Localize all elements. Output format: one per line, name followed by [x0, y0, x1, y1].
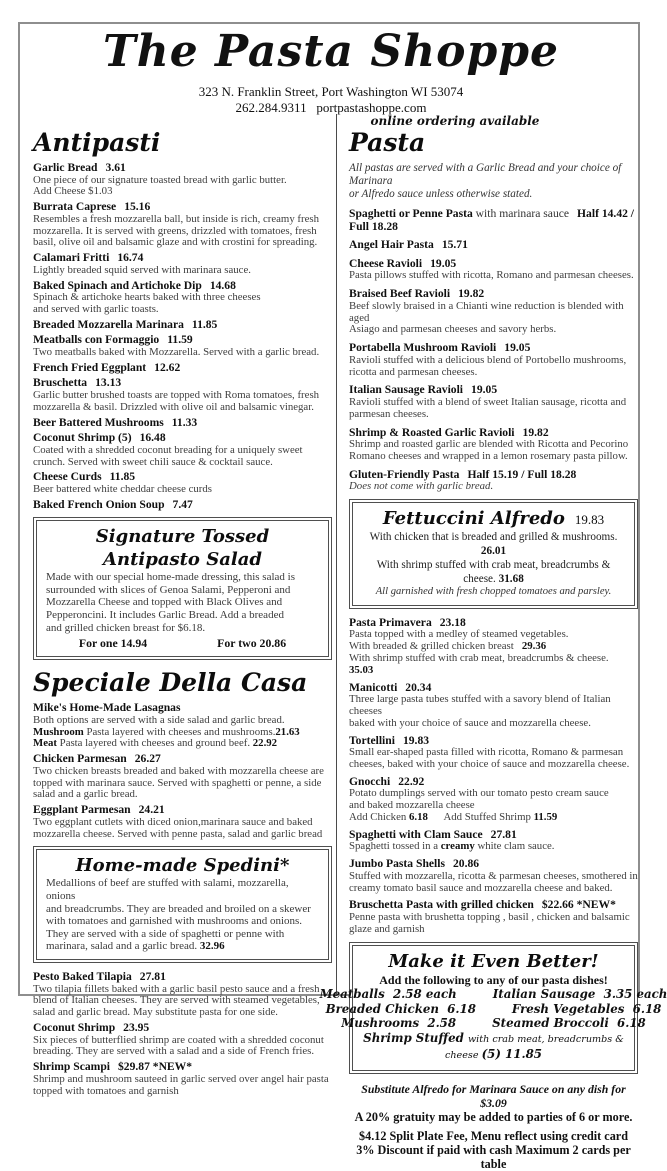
alfredo-chicken-text: With chicken that is breaded and grilled & mushrooms. [369, 531, 618, 544]
menu-item [349, 682, 638, 730]
item-description-line: Two meatballs baked with Mozzarella. Served with a garlic bread. [33, 345, 320, 358]
menu-item [33, 499, 332, 512]
text-segment: creamy [440, 840, 475, 853]
phone-website-line: 262.284.9311 portpastashoppe.com [235, 100, 427, 115]
item-description-line: Beef slowly braised in a Chianti wine reduction is blended with aged [349, 299, 627, 324]
item-description-line: salad and a garlic bread. [33, 788, 138, 801]
item-midtext: with marinara sauce [472, 207, 570, 220]
item-name: Spaghetti or Penne Pasta [349, 207, 473, 220]
spedini-box-line: Medallions of beef are stuffed with salami, mozzarella, onions [46, 877, 289, 902]
menu-item-title [33, 1022, 332, 1035]
text-segment: Mushroom [33, 725, 84, 738]
item-price: 19.05 [430, 256, 457, 270]
item-name: Baked French Onion Soup [33, 497, 165, 511]
text-segment: 22.92 [252, 737, 278, 750]
menu-item-title [33, 162, 332, 175]
menu-item [33, 319, 332, 332]
text-segment: With breaded & grilled chicken breast [349, 640, 522, 653]
spedini-box [33, 846, 332, 963]
item-price: 23.18 [439, 615, 466, 629]
item-description-line [349, 653, 638, 677]
item-name: Baked Spinach and Artichoke Dip [33, 278, 202, 292]
item-description-line: and served with garlic toasts. [33, 302, 159, 315]
item-description-line: Resembles a fresh mozzarella ball, but inside is rich, creamy fresh [33, 212, 320, 225]
better-box-row [341, 1016, 646, 1031]
alfredo-heading-text: Fettuccini Alfredo [382, 508, 565, 530]
item-description-line [349, 812, 638, 824]
spedini-box-line: and breadcrumbs. They are breaded and broiled on a skewer [46, 902, 311, 915]
menu-item [33, 753, 332, 801]
spedini-last-text: marinara, salad and a garlic bread. [46, 940, 200, 953]
menu-item [33, 1022, 332, 1058]
footer-discount-note: 3% Discount if paid with cash Maximum 2 cards per table [356, 1142, 631, 1171]
menu-item-title [33, 804, 332, 817]
item-name: Gnocchi [349, 774, 391, 788]
item-name: Portabella Mushroom Ravioli [349, 341, 497, 355]
item-price: 12.62 [154, 360, 181, 374]
item-description-line: parmesan cheeses. [349, 407, 429, 420]
pasta-intro-line: or Alfredo sauce unless otherwise stated. [349, 188, 533, 200]
text-segment: 35.03 [349, 663, 374, 676]
better-box-cell: Meatballs 2.58 each [319, 987, 457, 1001]
item-description-line: blend of Italian cheeses. They are served with steamed vegetables, [33, 994, 320, 1007]
item-description-line: Penne pasta with brushetta topping , basil , chicken and balsamic [349, 910, 630, 923]
item-name: Shrimp & Roasted Garlic Ravioli [349, 425, 515, 439]
item-description-line: Pasta topped with a medley of steamed vegetables. [349, 628, 569, 641]
better-box-cell: Steamed Broccoli 6.18 [492, 1016, 646, 1031]
right-column [319, 128, 667, 1171]
item-name: Beer Battered Mushrooms [33, 415, 164, 429]
menu-item [33, 432, 332, 468]
item-price: 16.74 [117, 251, 144, 265]
menu-item-title [349, 239, 638, 252]
item-name: Pasta Primavera [349, 615, 432, 629]
text-segment: 11.59 [533, 810, 558, 823]
menu-item [349, 288, 638, 336]
better-box-cell: Mushrooms 2.58 [341, 1016, 457, 1031]
menu-item-title [349, 208, 638, 233]
item-description-line: Add Cheese $1.03 [33, 185, 113, 198]
shrimp-stuffed-detail: with crab meat, breadcrumbs & cheese [445, 1033, 624, 1062]
text-segment: Pasta layered with cheeses and ground beef. [56, 737, 253, 750]
item-name: Garlic Bread [33, 161, 98, 174]
item-description-line [33, 738, 332, 750]
item-description-line: ricotta and parmesan cheeses. [349, 365, 478, 378]
menu-item-title [349, 342, 638, 355]
item-description-line [349, 481, 638, 493]
menu-item [33, 201, 332, 249]
menu-item [33, 804, 332, 840]
alfredo-box-heading [362, 507, 625, 531]
menu-item [33, 362, 332, 375]
text-segment: 6.18 [408, 810, 428, 823]
item-price: 27.81 [490, 827, 517, 841]
menu-item-title [33, 432, 332, 445]
menu-item [349, 735, 638, 771]
footer-split-plate-note: $4.12 Split Plate Fee, Menu reflect using credit card [359, 1128, 628, 1143]
better-box-row [325, 1001, 662, 1017]
item-name: Cheese Curds [33, 470, 102, 484]
item-description-line: Three large pasta tubes stuffed with a savory blend of Italian cheeses [349, 693, 614, 717]
menu-item-title [33, 362, 332, 375]
item-price: 27.81 [139, 969, 166, 983]
item-price: 16.48 [139, 431, 166, 445]
item-price: 11.85 [109, 470, 136, 484]
item-price: 19.05 [471, 383, 498, 397]
menu-item [33, 280, 332, 316]
item-price: 19.82 [522, 425, 549, 439]
menu-item-title [33, 1061, 332, 1074]
item-name: Coconut Shrimp [33, 1020, 116, 1034]
item-price: 20.86 [453, 857, 480, 871]
item-description-line: Pasta pillows stuffed with ricotta, Romano and parmesan cheeses. [349, 269, 634, 282]
item-price: 3.61 [105, 161, 126, 174]
item-description-line: Stuffed with mozzarella, ricotta & parmesan cheeses, smothered in [349, 869, 638, 882]
menu-item-title [349, 858, 638, 871]
menu-item [33, 471, 332, 495]
salad-box-line: Made with our special home-made dressing, this salad is [46, 571, 295, 584]
salad-box-line: surrounded with slices of Genoa Salami, Pepperoni and [46, 583, 291, 596]
text-segment: Add Chicken [349, 810, 409, 823]
item-name: Calamari Fritti [33, 251, 110, 265]
item-description-line: Two tilapia fillets baked with a garlic basil pesto sauce and a fresh [33, 982, 320, 995]
item-price: Half 14.42 / Full 18.28 [349, 207, 635, 233]
item-name: Angel Hair Pasta [349, 238, 434, 252]
item-price: $22.66 *NEW* [541, 898, 616, 912]
menu-item [349, 208, 638, 233]
item-description-line: baked with your choice of sauce and mozzarella cheese. [349, 716, 591, 729]
menu-item [349, 469, 638, 493]
menu-item-title [33, 971, 332, 984]
menu-item [349, 427, 638, 463]
text-segment: 21.63 [275, 725, 300, 738]
item-name: Bruschetta Pasta with grilled chicken [349, 898, 534, 912]
alfredo-shrimp-line [362, 559, 625, 587]
item-description-line: mozzarella & basil. Drizzled with olive oil and balsamic vinegar. [33, 400, 314, 413]
menu-item [33, 162, 332, 198]
item-description-line: Two eggplant cutlets with diced onion,marinara sauce and baked [33, 815, 313, 828]
address-line: 323 N. Franklin Street, Port Washington WI 53074 [198, 84, 464, 99]
item-name: Jumbo Pasta Shells [349, 857, 445, 871]
better-box-cell: Breaded Chicken 6.18 [325, 1001, 476, 1016]
menu-item-title [33, 753, 332, 766]
item-name: Cheese Ravioli [349, 256, 423, 270]
item-description-line: glaze and garnish [349, 922, 425, 935]
item-description-line: topped with tomatoes and garnish [33, 1084, 179, 1097]
menu-item [33, 334, 332, 358]
item-description-line: Asiago and parmesan cheeses and savory herbs. [349, 323, 557, 336]
menu-item-title [33, 252, 332, 265]
menu-item-title [33, 417, 332, 430]
menu-item [349, 258, 638, 282]
menu-item [33, 252, 332, 276]
text-segment: Pasta layered with cheeses and mushrooms. [83, 725, 276, 738]
item-description-line: One piece of our signature toasted bread with garlic butter. [33, 173, 287, 186]
spedini-box-last-line [46, 940, 319, 953]
item-name: Coconut Shrimp (5) [33, 431, 132, 445]
shrimp-stuffed-label: Shrimp Stuffed [363, 1030, 468, 1045]
item-price: 23.95 [123, 1020, 150, 1034]
item-name: Pesto Baked Tilapia [33, 969, 132, 983]
salad-price-one: For one 14.94 [78, 636, 148, 651]
item-price: 11.33 [171, 415, 198, 429]
alfredo-shrimp-text: With shrimp stuffed with crab meat, breadcrumbs & cheese. [376, 558, 611, 585]
spedini-price: 32.96 [199, 940, 225, 953]
salad-box-heading: Signature Tossed Antipasto Salad [95, 526, 270, 571]
pasta-intro [349, 162, 638, 201]
menu-item [349, 776, 638, 824]
text-segment: Does not come with garlic bread. [349, 480, 494, 493]
better-box-shrimp-line [362, 1031, 625, 1064]
antipasto-salad-box [33, 517, 332, 660]
item-description-line: Small ear-shaped pasta filled with ricotta, Romano & parmesan [349, 746, 624, 759]
item-price: 15.16 [124, 200, 151, 214]
menu-item [349, 829, 638, 853]
salad-box-line: Pepperoncini. It includes Garlic Bread. Add a breaded [46, 609, 284, 622]
salad-box-line: and grilled chicken breast for $6.18. [46, 621, 206, 634]
item-price: 19.83 [402, 733, 430, 747]
item-name: Braised Beef Ravioli [349, 287, 451, 301]
item-description-line: Spinach & artichoke hearts baked with three cheeses [33, 291, 261, 304]
item-name: Manicotti [349, 680, 398, 694]
item-description-line: Beer battered white cheddar cheese curds [33, 482, 212, 495]
text-segment: white clam sauce. [474, 840, 555, 853]
item-description-line [349, 841, 638, 853]
item-price: 26.27 [134, 752, 161, 766]
item-name: Gluten-Friendly Pasta [349, 467, 460, 481]
item-name: Chicken Parmesan [33, 752, 127, 766]
make-it-better-box [319, 942, 667, 1074]
item-description-line: Shrimp and mushroom sauteed in garlic served over angel hair pasta [33, 1072, 329, 1085]
menu-item [349, 617, 638, 677]
item-description-line: creamy tomato basil sauce and mozzarella cheese and baked. [349, 881, 613, 894]
item-description-line: mozzarella. It is served with greens, drizzled with tomatoes, fresh [33, 224, 317, 237]
item-name: Italian Sausage Ravioli [349, 383, 464, 397]
item-name: Meatballs con Formaggio [33, 333, 160, 347]
pasta-list-a [349, 208, 638, 493]
text-segment: Add Stuffed Shrimp [427, 810, 534, 823]
menu-item [349, 342, 638, 378]
item-description-line: breading. They are served with a salad and a side of French fries. [33, 1045, 315, 1058]
item-price: 24.21 [138, 803, 165, 817]
shrimp-stuffed-price: (5) 11.85 [481, 1047, 542, 1062]
spedini-box-heading: Home-made Spedini* [75, 855, 290, 877]
item-description-line: Ravioli stuffed with a delicious blend of Portobello mushrooms, [349, 353, 627, 366]
item-description-line: Coated with a shredded coconut breading for a uniquely sweet [33, 443, 303, 456]
item-price: $29.87 *NEW* [117, 1060, 193, 1074]
item-description-line: Potato dumplings served with our tomato pesto cream sauce [349, 787, 609, 800]
menu-item-title [33, 319, 332, 332]
item-price: 15.71 [441, 238, 468, 252]
alfredo-shrimp-price: 31.68 [498, 572, 524, 585]
menu-item-title [33, 499, 332, 512]
menu-item-title [33, 702, 332, 715]
item-name: Bruschetta [33, 376, 88, 390]
column-divider [336, 114, 337, 996]
better-box-cell: Fresh Vegetables 6.18 [511, 1001, 662, 1016]
better-box-row [319, 987, 667, 1002]
item-description-line: salad and garlic bread. May substitute pasta for one side. [33, 1006, 278, 1019]
item-name: Burrata Caprese [33, 200, 117, 214]
menu-item [33, 417, 332, 430]
menu-item-title [33, 471, 332, 484]
footer-substitute-note: Substitute Alfredo for Marinara Sauce on any dish for $3.09 [361, 1081, 626, 1110]
item-description-line: Lightly breaded squid served with marinara sauce. [33, 263, 251, 276]
text-segment: 29.36 [521, 640, 547, 653]
menu-item [349, 384, 638, 420]
alfredo-garnish-note: All garnished with fresh chopped tomatoes and parsley. [375, 586, 612, 598]
item-name: Breaded Mozzarella Marinara [33, 317, 184, 331]
item-price: 19.05 [504, 341, 531, 355]
restaurant-title: The Pasta Shoppe [102, 26, 560, 77]
online-ordering-note: online ordering available [370, 114, 540, 128]
better-box-heading: Make it Even Better! [388, 950, 599, 972]
item-price: 11.59 [167, 333, 193, 347]
item-description-line: basil, olive oil and balsamic glaze and with crostini for spreading. [33, 236, 318, 249]
menu-item-title [349, 288, 638, 301]
item-price: 20.34 [405, 680, 432, 694]
footer-notes [349, 1082, 638, 1171]
item-name: Mike's Home-Made Lasagnas [33, 701, 181, 715]
left-bottom-list [33, 971, 332, 1097]
alfredo-heading-price: 19.83 [574, 512, 605, 528]
item-price: 14.68 [209, 278, 236, 292]
pasta-intro-line: All pastas are served with a Garlic Bread and your choice of Marinara [349, 162, 625, 187]
menu-item [349, 858, 638, 894]
item-description-line: Shrimp and roasted garlic are blended with Ricotta and Pecorino [349, 438, 629, 451]
better-box-cell: Italian Sausage 3.35 each [492, 987, 667, 1001]
speciale-heading: Speciale Della Casa [33, 668, 308, 698]
salad-box-line: Mozzarella Cheese and topped with Black Olives and [46, 596, 283, 609]
salad-box-prices [46, 636, 319, 650]
speciale-list [33, 702, 332, 840]
item-description-line: topped with marinara sauce. Served with spaghetti or penne, a side [33, 776, 322, 789]
pasta-heading: Pasta [349, 128, 426, 157]
item-description-line: Garlic butter brushed toasts are topped with Roma tomatoes, fresh [33, 388, 320, 401]
item-description-line: Both options are served with a side salad and garlic bread. [33, 713, 285, 726]
alfredo-chicken-line [362, 531, 625, 559]
item-price: 13.13 [95, 376, 122, 390]
menu-item [349, 899, 638, 935]
item-price: 22.92 [398, 774, 425, 788]
antipasti-list [33, 162, 332, 511]
item-description-line: Ravioli stuffed with a blend of sweet Italian sausage, ricotta and [349, 395, 627, 408]
text-segment: With shrimp stuffed with crab meat, breadcrumbs & cheese. [349, 651, 615, 664]
menu-item [33, 377, 332, 413]
menu-item [33, 702, 332, 750]
better-box-subheading: Add the following to any of our pasta dishes! [379, 972, 608, 987]
item-name: French Fried Eggplant [33, 360, 147, 374]
fettuccini-alfredo-box [349, 499, 638, 609]
salad-price-two: For two 20.86 [217, 636, 287, 651]
item-name: Eggplant Parmesan [33, 803, 131, 817]
text-segment: Spaghetti tossed in a [349, 840, 441, 853]
left-column [33, 128, 332, 1100]
menu-item [349, 239, 638, 252]
antipasti-heading: Antipasti [33, 128, 161, 157]
spedini-box-line: They are served with a side of spaghetti or penne with [46, 927, 285, 940]
pasta-list-b [349, 617, 638, 936]
item-name: Tortellini [349, 733, 395, 747]
item-price: 11.85 [191, 317, 218, 331]
menu-item-title [33, 201, 332, 214]
spedini-box-line: with tomatoes and garnished with mushrooms and onions. [46, 915, 303, 928]
menu-item [33, 1061, 332, 1097]
item-price: Half 15.19 / Full 18.28 [467, 467, 577, 481]
item-description-line: Romano cheeses and wrapped in a lemon rosemary pasta pillow. [349, 449, 628, 462]
item-description-line: crunch. Served with sweet chili sauce & cocktail sauce. [33, 455, 273, 468]
footer-gratuity-note: A 20% gratuity may be added to parties of 6 or more. [354, 1109, 633, 1124]
alfredo-chicken-price: 26.01 [480, 544, 507, 557]
item-name: Spaghetti with Clam Sauce [349, 827, 483, 841]
text-segment: Meat [33, 737, 57, 750]
item-description-line: mozzarella cheese. Served with penne pasta, salad and garlic bread [33, 827, 323, 840]
item-description-line: cheeses, baked with your choice of sauce and mozzarella cheese. [349, 757, 630, 770]
item-description-line: Two chicken breasts breaded and baked with mozzarella cheese are [33, 764, 324, 777]
item-description-line: and baked mozzarella cheese [349, 799, 475, 812]
item-description-line: Six pieces of butterflied shrimp are coated with a shredded coconut [33, 1033, 324, 1046]
item-name: Shrimp Scampi [33, 1060, 110, 1074]
item-price: 7.47 [172, 497, 193, 511]
item-price: 19.82 [458, 287, 485, 301]
menu-item [33, 971, 332, 1019]
